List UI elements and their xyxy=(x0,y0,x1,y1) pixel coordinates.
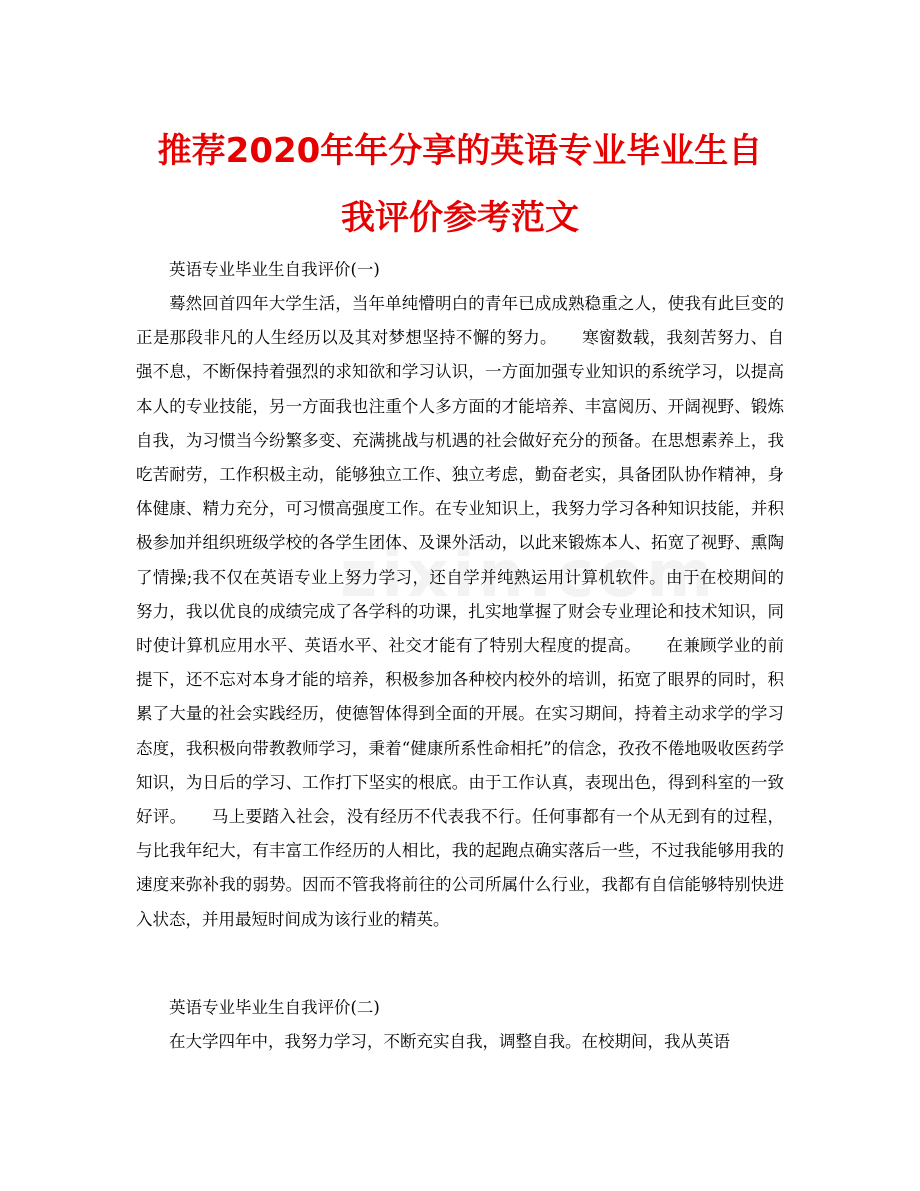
section-2-body: 在大学四年中，我努力学习，不断充实自我，调整自我。在校期间，我从英语 xyxy=(169,1032,730,1051)
document-title-line-1: 推荐2020年年分享的英语专业毕业生自 xyxy=(157,131,763,171)
section-2-heading: 英语专业毕业生自我评价(二) xyxy=(169,998,380,1017)
document-title-line-2: 我评价参考范文 xyxy=(341,198,579,238)
section-1-heading: 英语专业毕业生自我评价(一) xyxy=(169,260,380,279)
section-1-body: 蓦然回首四年大学生活，当年单纯懵明白的青年已成成熟稳重之人，使我有此巨变的正是那段非凡的人生经历以及其对梦想坚持不懈的努力。 寒窗数载，我刻苦努力、自强不息，不断保持着强烈的求知欲和学习认识，一方面加强专业知识的系统学习，以提高本人的专业技能，另一方面我也注重个人多方面的才能培养、丰富阅历、开阔视野、锻炼自我，为习惯当今纷繁多变、充满挑战与机遇的社会做好充分的预备。在思想素养上，我吃苦耐劳，工作积极主动，能够独立工作、独立考虑，勤奋老实，具备团队协作精神，身体健康、精力充分，可习惯高强度工作。在专业知识上，我努力学习各种知识技能，并积极参加并组织班级学校的各学生团体、及课外活动，以此来锻炼本人、拓宽了视野、熏陶了情操;我不仅在英语专业上努力学习，还自学并纯熟运用计算机软件。由于在校期间的努力，我以优良的成绩完成了各学科的功课，扎实地掌握了财会专业理论和技术知识，同时使计算机应用水平、英语水平、社交才能有了特别大程度的提高。 在兼顾学业的前提下，还不忘对本身才能的培养，积极参加各种校内校外的培训，拓宽了眼界的同时，积累了大量的社会实践经历，使德智体得到全面的开展。在实习期间，持着主动求学的学习态度，我积极向带教教师学习，秉着“健康所系性命相托”的信念，孜孜不倦地吸收医药学知识，为日后的学习、工作打下坚实的根底。由于工作认真，表现出色，得到科室的一致好评。 马上要踏入社会，没有经历不代表我不行。任何事都有一个从无到有的过程，与比我年纪大，有丰富工作经历的人相比，我的起跑点确实落后一些，不过我能够用我的速度来弥补我的弱势。因而不管我将前往的公司所属什么行业，我都有自信能够特别快进入状态，并用最短时间成为该行业的精英。 xyxy=(136,294,784,929)
